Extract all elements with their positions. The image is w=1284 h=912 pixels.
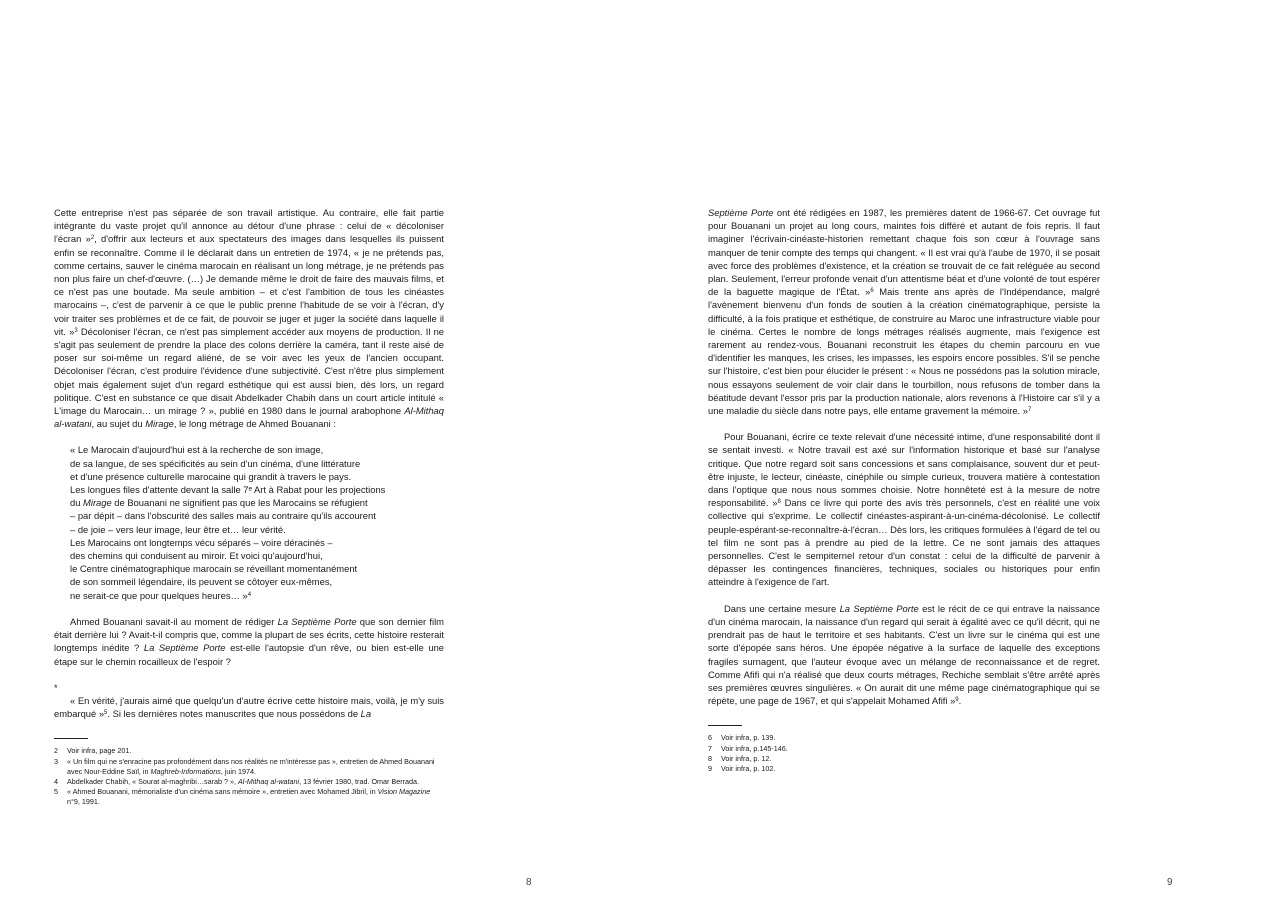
paragraph: Dans une certaine mesure La Septième Porte est le récit de ce qui entrave la naissance d'un cinéma marocain, la naissance d'un regard qui serait à égalité avec ce qu'il décrit, qui ne prendrait pas de haut le territoire et ses habitants. C'est un livre sur le cinéma qui est une sorte d'épopée sans héros. Une épopée négative à la surface de laquelle des exceptions fragiles surnagent, que l'auteur évoque avec un mélange de reconnaissance et de regret. Comme Afifi qui n'a réalisé que deux courts métrages, Rechiche semblait s'être arrêté après ses premières œuvres singulières. « On aurait dit une même page cinématographique qui se répète, une page de 1967, et qui s'appelait Mohamed Afifi »$^9$. [708, 602, 1101, 707]
footnote: 7 Voir infra, p.145-146. [708, 743, 788, 753]
footnote-ref[interactable]: 4 [247, 591, 252, 598]
right-page [642, 0, 1284, 912]
footnote-ref[interactable]: 6 [870, 288, 874, 295]
footnotes [708, 733, 1100, 774]
paragraph: Septième Porte ont été rédigées en 1987, les premières datent de 1966-67. Cet ouvrage fut pour Bouanani un projet au long cours, maintes fois différé et autant de fois repris. Il faut imaginer l'écrivain-cinéaste-historien remettant chaque fois son cœur à l'ouvrage sans manquer de tenir compte des temps qui changent. « Il est vrai qu'à l'aube de 1970, il se posait avec force des problèmes d'existence, et la création se trouvait de ce fait reléguée au second plan. Seulement, l'erreur profonde venait d'un attentisme béat et d'une volonté de tout espérer de la baguette magique de l'État. »$^6$ Mais trente ans après de l'Indépendance, malgré l'avènement bienvenu d'un fonds de soutien à la création cinématographique, persiste la difficulté, à la fois pratique et esthétique, de construire au Maroc une infrastructure viable pour le cinéma. Certes le nombre de longs métrages réalisés augmente, mais l'exigence est rarement au rendez-vous. Bouanani reconstruit les étapes du chemin parcouru en vue d'identifier les manques, les crises, les impasses, les espoirs encore possibles. S'il se penche sur l'histoire, c'est bien pour élucider le présent : « Nous ne possédons pas la solution miracle, nous essayons seulement de voir clair dans le tourbillon, nous refusons de tomber dans la béatitude devant l'essor pris par la production nationale, alors revenons à l'Histoire car s'il y a une maladie du siècle dans notre pays, elle entame gravement la mémoire. »$^7$ [708, 207, 1100, 417]
page-number: 9 [1167, 877, 1173, 888]
footnote-rule [54, 738, 88, 739]
footnote: 2 Voir infra, page 201. [54, 746, 132, 756]
footnote: 8 Voir infra, p. 12. [708, 753, 772, 763]
block-quote: « Le Marocain d'aujourd'hui est à la recherche de son image, de sa langue, de ses spécificités au sein d'un cinéma, d'une littérature et d'une présence culturelle marocaine qui grandit à travers le pays. Les longues files d'attente devant la salle 7ᵉ Art à Rabat pour les projections du Mirage de Bouanani ne signifient pas que les Marocains se réfugient – par dépit – dans l'obscurité des salles mais au contraire qu'ils accourent – de joie – vers leur image, leur être et… leur vérité. Les Marocains ont longtemps vécu séparés – voire déracinés – des chemins qui conduisent au miroir. Et voici qu'aujourd'hui, le Centre cinématographique marocain se réveillant momentanément de son sommeil légendaire, ils peuvent se côtoyer eux-mêmes, ne serait-ce que pour quelques heures… »$^4$ [70, 444, 386, 601]
page-number: 8 [526, 877, 532, 888]
section-separator: * [54, 681, 58, 693]
footnote-ref[interactable]: 9 [955, 697, 959, 704]
right-body-text [708, 206, 1100, 774]
footnote-ref[interactable]: 3 [74, 327, 78, 334]
footnotes [54, 746, 444, 807]
footnote: 4 Abdelkader Chabih, « Sourat al-maghribi…sarab ? », Al-Mithaq al-watani, 13 février 1980, trad. Omar Berrada. [54, 776, 419, 786]
left-body-text [54, 206, 444, 808]
footnote: 9 Voir infra, p. 102. [708, 763, 776, 773]
footnote-ref[interactable]: 2 [90, 235, 95, 242]
footnote: 3 « Un film qui ne s'enracine pas profondément dans nos réalités ne m'intéresse pas », entretien de Ahmed Bouanani avec Nour-Eddine Saïl, in Maghreb-Informations, juin 1974. [54, 756, 435, 776]
paragraph: Ahmed Bouanani savait-il au moment de rédiger La Septième Porte que son dernier film était derrière lui ? Avait-t-il compris que, comme la plupart de ses écrits, cette histoire resterait longtemps inédite ? La Septième Porte est-elle l'autopsie d'un rêve, ou bien est-elle une étape sur le chemin rocailleux de l'espoir ? [54, 615, 444, 667]
footnote-rule [708, 725, 742, 726]
footnote-ref[interactable]: 5 [104, 710, 108, 717]
footnote-ref[interactable]: 7 [1027, 407, 1032, 414]
paragraph: « En vérité, j'aurais aimé que quelqu'un d'autre écrive cette histoire mais, voilà, je m'y suis embarqué »$^5$. Si les dernières notes manuscrites que nous possédons de La [54, 694, 444, 720]
footnote: 5 « Ahmed Bouanani, mémorialiste d'un cinéma sans mémoire », entretien avec Mohamed Jibril, in Vision Magazine n°9, 1991. [54, 787, 431, 807]
footnote-ref[interactable]: 8 [777, 499, 781, 506]
footnote: 6 Voir infra, p. 139. [708, 733, 776, 743]
paragraph: Pour Bouanani, écrire ce texte relevait d'une nécessité intime, d'une responsabilité dont il se sentait investi. « Notre travail est axé sur l'information historique et basé sur l'analyse critique. Que notre regard soit sans concessions et sans complaisance, souvent dur et peut-être injuste, le lecteur, cinéaste, cinéphile ou simple curieux, trouvera matière à contestation dans l'optique que nous nous sommes choisie. Notre honnêteté est à la mesure de notre responsabilité. »$^8$ Dans ce livre qui porte des avis très personnels, c'est en réalité une voix collective qui s'exprime. Le collectif cinéastes-aspirant-à-un-cinéma-décolonisé. Le collectif peuple-espérant-se-reconnaître-à-l'écran… Dès lors, les critiques formulées à l'égard de tel ou tel film ne sont pas à prendre au pied de la lettre. Ce ne sont jamais des attaques personnelles. C'est le sempiternel retour d'un constat : celui de la difficulté de parvenir à dépasser les contingences financières, techniques, sociales ou historiques pour enfin atteindre à l'exigence de l'art. [708, 431, 1100, 588]
paragraph: Cette entreprise n'est pas séparée de son travail artistique. Au contraire, elle fait partie intégrante du vaste projet qu'il annonce au détour d'une phrase : celui de « décoloniser l'écran »$^2$, d'offrir aux lecteurs et aux spectateurs des images dans lesquelles ils puissent enfin se reconnaître. Comme il le déclarait dans un entretien de 1974, « je ne prétends pas, comme certains, sauver le cinéma marocain en réalisant un long métrage, je ne prétends pas non plus faire un chef-d'œuvre. (…) Je demande même le droit de faire des mauvais films, et ce n'est pas une boutade. Ma seule ambition – et c'est l'ambition de tous les cinéastes marocains –, c'est de parvenir à ce que le public prenne l'habitude de se voir à l'écran, d'y voir traiter ses problèmes et de ce fait, de pouvoir se juger et juger la société dans laquelle il vit. »$^3$ Décoloniser l'écran, ce n'est pas simplement accéder aux moyens de production. Il ne s'agit pas seulement de prendre la place des colons derrière la caméra, tant il reste aisé de poser sur soi-même un regard aliéné, de se voir avec les yeux de l'ancien occupant. Décoloniser l'écran, c'est produire l'évidence d'une subjectivité. C'est n'être plus simplement objet mais également sujet d'un regard esthétique qui est aussi bien, dès lors, un regard politique. C'est en substance ce que disait Abdelkader Chabih dans un court article intitulé « L'image du Marocain… un mirage ? », publié en 1980 dans le journal arabophone Al-Mithaq al-watani, au sujet du Mirage, le long métrage de Ahmed Bouanani : [54, 207, 444, 430]
